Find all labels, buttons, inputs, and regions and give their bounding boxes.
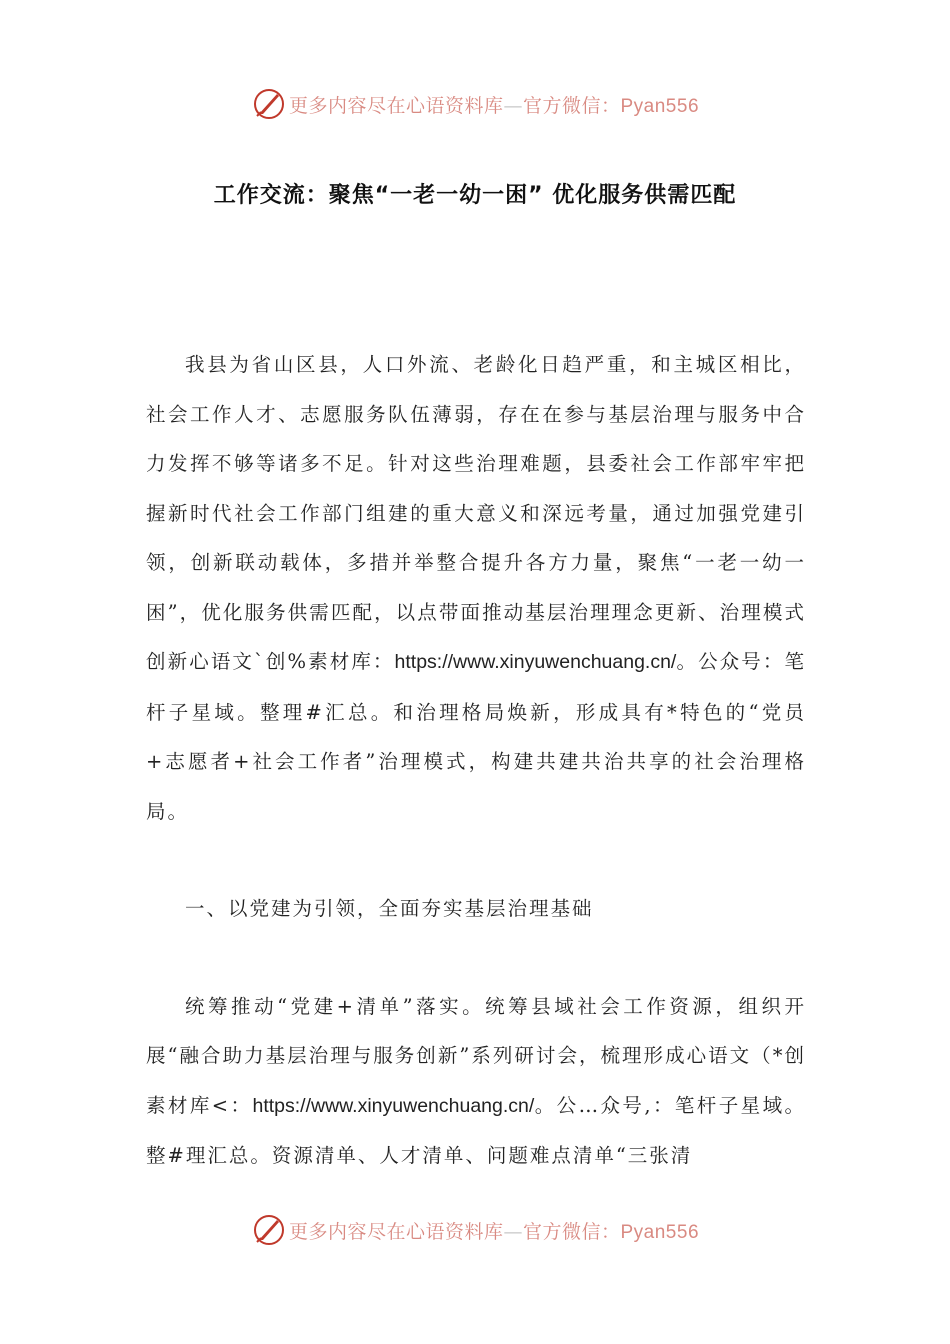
- banner-text: [289, 1217, 699, 1244]
- quill-logo-icon: [251, 1212, 287, 1248]
- intro-text-a: 我县为省山区县，人口外流、老龄化日趋严重，和主城区相比，社会工作人才、志愿服务队伍薄弱，存在在参与基层治理与服务中合力发挥不够等诸多不足。针对这些治理难题，县委社会工作部牢牢把握新时代社会工作部门组建的重大意义和深远考量，通过加强党建引领，创新联动载体，多措并举整合提升各方力量，聚焦“一老一幼一困”，优化服务供需匹配，以点带面推动基层治理理念更新、治理模式创新心语文`创%素材库：: [146, 353, 806, 673]
- section1-paragraph: [146, 982, 806, 1181]
- section1-text-a: 统筹推动“党建+清单”落实。统筹县域社会工作资源，组织开展“融合助力基层治理与服务创新”系列研讨会，梳理形成心语文（*创素材库<：: [146, 994, 806, 1117]
- intro-text-b: 。公众号：笔杆子星域。整理#汇总。和治理格局焕新，形成具有*特色的“党员+志愿者+社会工作者”治理模式，构建共建共治共享的社会治理格局。: [146, 650, 806, 823]
- document-body: [146, 340, 806, 1181]
- banner-separator: —: [503, 1220, 523, 1243]
- banner-wechat-label: 官方微信：: [522, 1220, 621, 1243]
- banner-brand: 更多内容尽在心语资料库: [288, 1220, 504, 1243]
- banner-text: [289, 91, 699, 118]
- intro-paragraph: [146, 340, 806, 836]
- banner-wechat-label: 官方微信：: [522, 94, 621, 117]
- banner-wechat-id: Pyan556: [620, 95, 700, 117]
- banner-separator: —: [503, 94, 523, 117]
- banner-wechat-id: Pyan556: [620, 1221, 700, 1243]
- footer-banner: [0, 1208, 950, 1252]
- section-heading-1: 一、以党建为引领，全面夯实基层治理基础: [185, 897, 594, 920]
- section1-text-b: 。公…众号,：笔杆子星域。整#理汇总。资源清单、人才清单、问题难点清单“三张清: [146, 1093, 807, 1167]
- banner-brand: 更多内容尽在心语资料库: [288, 94, 504, 117]
- quill-logo-icon: [251, 86, 287, 122]
- header-banner: [0, 82, 950, 126]
- intro-url: https://www.xinyuwenchuang.cn/: [394, 651, 677, 673]
- document-title: 工作交流：聚焦“一老一幼一困” 优化服务供需匹配: [213, 183, 737, 208]
- section1-url: https://www.xinyuwenchuang.cn/: [252, 1094, 535, 1117]
